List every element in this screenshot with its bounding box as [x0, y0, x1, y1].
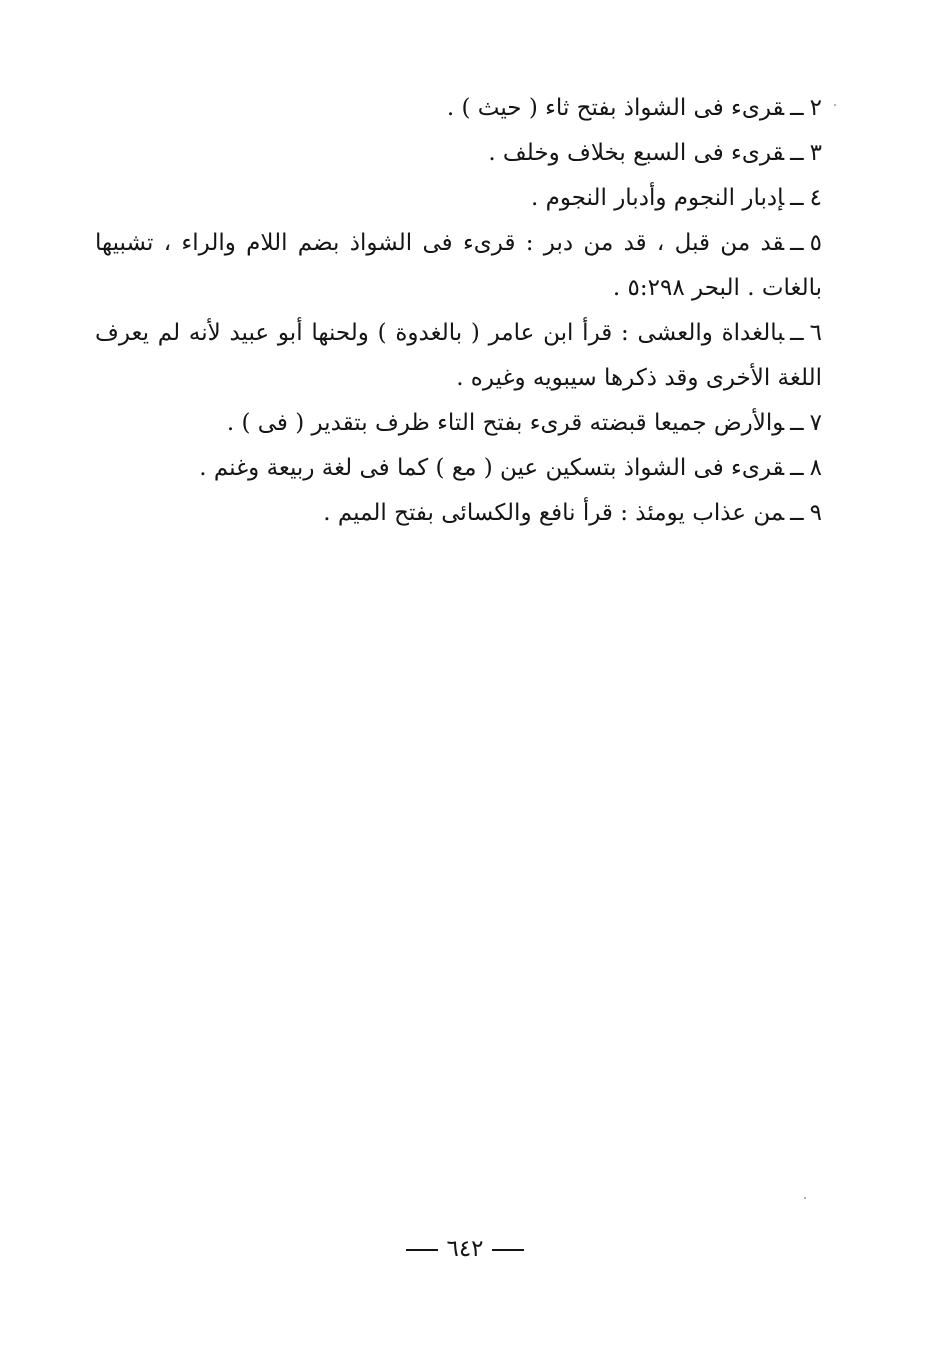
footnote-4 [95, 176, 822, 221]
footnote-number: ٩ [809, 500, 822, 526]
footnote-number: ٣ [809, 140, 822, 166]
scan-speck [804, 1197, 806, 1199]
footnote-2 [95, 86, 822, 131]
footnote-9 [95, 491, 822, 536]
footnote-number: ٦ [809, 320, 822, 346]
footnote-number: ٨ [809, 455, 822, 481]
page-number: ٦٤٢ [446, 1236, 484, 1262]
footnote-dash: ــ [790, 140, 804, 166]
footnote-8 [95, 446, 822, 491]
footnote-dash: ــ [790, 455, 804, 481]
footnotes-list [95, 86, 822, 536]
footnote-text: قرىء فى الشواذ بتسكين عين ( مع ) كما فى لغة ربيعة وغنم . [199, 455, 785, 481]
folio-dash-right [492, 1249, 524, 1251]
footnote-number: ٥ [809, 230, 822, 256]
footnote-dash: ــ [790, 185, 804, 211]
footnote-text: قد من قبل ، قد من دبر : قرىء فى الشواذ بضم اللام والراء ، تشبيها بالغات . البحر ٥:٢٩٨ . [95, 230, 822, 301]
footnote-text: والأرض جميعا قبضته قرىء بفتح التاء ظرف بتقدير ( فى ) . [226, 410, 785, 436]
footnote-number: ٤ [809, 185, 822, 211]
footnote-text: إدبار النجوم وأدبار النجوم . [530, 185, 785, 211]
footnote-text: من عذاب يومئذ : قرأ نافع والكسائى بفتح الميم . [323, 500, 785, 526]
footnote-number: ٢ [809, 95, 822, 121]
footnote-text: قرىء فى الشواذ بفتح ثاء ( حيث ) . [446, 95, 785, 121]
footnote-dash: ــ [790, 230, 804, 256]
footnote-7 [95, 401, 822, 446]
page-number-footer [0, 1232, 930, 1266]
footnote-3 [95, 131, 822, 176]
scan-speck [834, 104, 836, 106]
footnote-text: قرىء فى السبع بخلاف وخلف . [488, 140, 785, 166]
footnote-text: بالغداة والعشى : قرأ ابن عامر ( بالغدوة ) ولحنها أبو عبيد لأنه لم يعرف اللغة الأخرى وقد ذكرها سيبويه وغيره . [95, 320, 822, 391]
footnote-dash: ــ [790, 410, 804, 436]
footnote-dash: ــ [790, 320, 804, 346]
footnote-number: ٧ [809, 410, 822, 436]
footnote-dash: ــ [790, 500, 804, 526]
folio-dash-left [406, 1249, 438, 1251]
footnote-dash: ــ [790, 95, 804, 121]
footnote-5 [95, 221, 822, 311]
footnote-6 [95, 311, 822, 401]
